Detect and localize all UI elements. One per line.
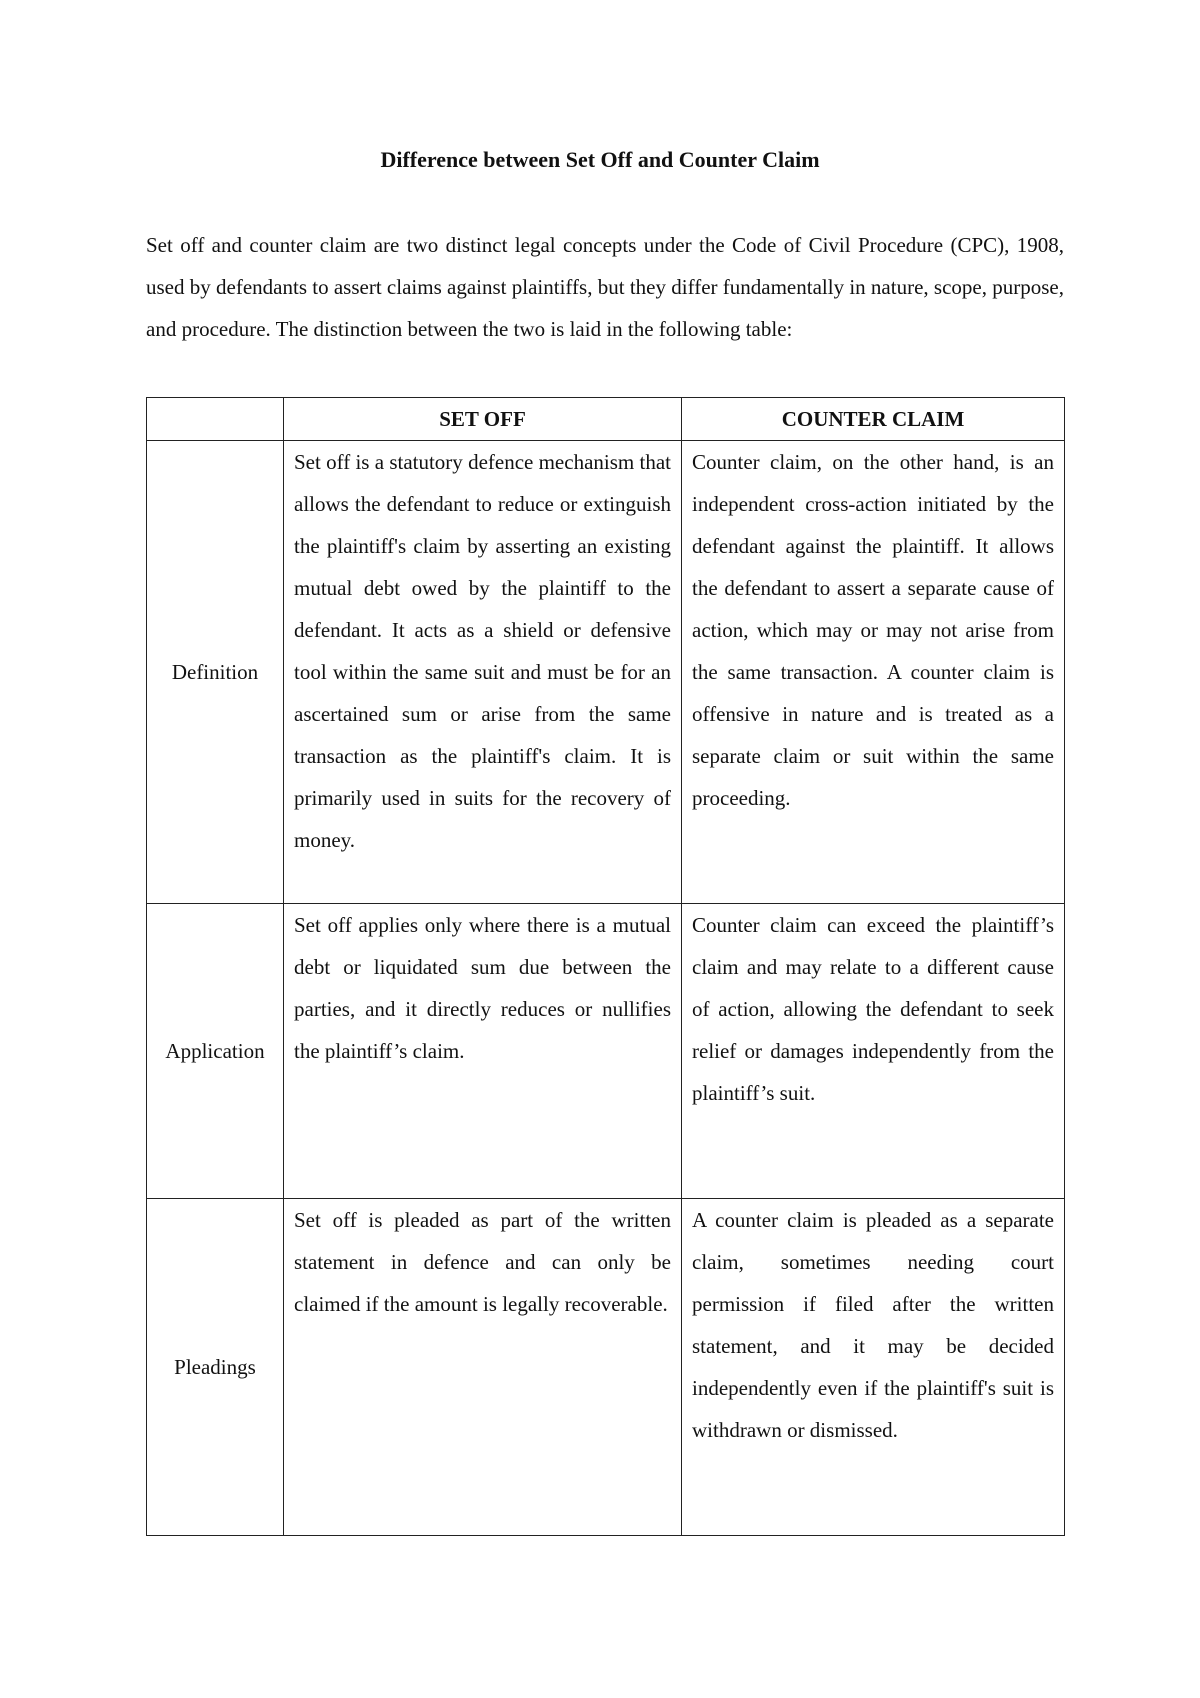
table-row-application bbox=[147, 904, 1065, 1199]
table-row-definition bbox=[147, 441, 1065, 904]
header-set-off: SET OFF bbox=[284, 398, 682, 441]
cell-definition-set-off: Set off is a statutory defence mechanism that allows the defendant to reduce or extinguish the plaintiff's claim by asserting an existing mutual debt owed by the plaintiff to the defendant. It acts as a shield or defensive tool within the same suit and must be for an ascertained sum or arise from the same transaction as the plaintiff's claim. It is primarily used in suits for the recovery of money. bbox=[284, 441, 682, 904]
cell-pleadings-counter-claim: A counter claim is pleaded as a separate claim, sometimes needing court permission if filed after the written statement, and it may be decided independently even if the plaintiff's suit is withdrawn or dismissed. bbox=[682, 1199, 1065, 1536]
table-header-row bbox=[147, 398, 1065, 441]
intro-paragraph: Set off and counter claim are two distinct legal concepts under the Code of Civil Procedure (CPC), 1908, used by defendants to assert claims against plaintiffs, but they differ fundamentally in nature, scope, purpose, and procedure. The distinction between the two is laid in the following table: bbox=[146, 233, 1064, 341]
header-blank bbox=[147, 398, 284, 441]
row-label-definition: Definition bbox=[147, 441, 284, 904]
header-counter-claim: COUNTER CLAIM bbox=[682, 398, 1065, 441]
row-label-application: Application bbox=[147, 904, 284, 1199]
row-label-pleadings: Pleadings bbox=[147, 1199, 284, 1536]
cell-application-set-off: Set off applies only where there is a mutual debt or liquidated sum due between the parties, and it directly reduces or nullifies the plaintiff’s claim. bbox=[284, 904, 682, 1199]
table-row-pleadings bbox=[147, 1199, 1065, 1536]
cell-pleadings-set-off: Set off is pleaded as part of the written statement in defence and can only be claimed if the amount is legally recoverable. bbox=[284, 1199, 682, 1536]
document-title: Difference between Set Off and Counter Claim bbox=[380, 147, 820, 172]
comparison-table bbox=[146, 397, 1065, 1536]
cell-definition-counter-claim: Counter claim, on the other hand, is an independent cross-action initiated by the defendant against the plaintiff. It allows the defendant to assert a separate cause of action, which may or may not arise from the same transaction. A counter claim is offensive in nature and is treated as a separate claim or suit within the same proceeding. bbox=[682, 441, 1065, 904]
cell-application-counter-claim: Counter claim can exceed the plaintiff’s claim and may relate to a different cause of action, allowing the defendant to seek relief or damages independently from the plaintiff’s suit. bbox=[682, 904, 1065, 1199]
